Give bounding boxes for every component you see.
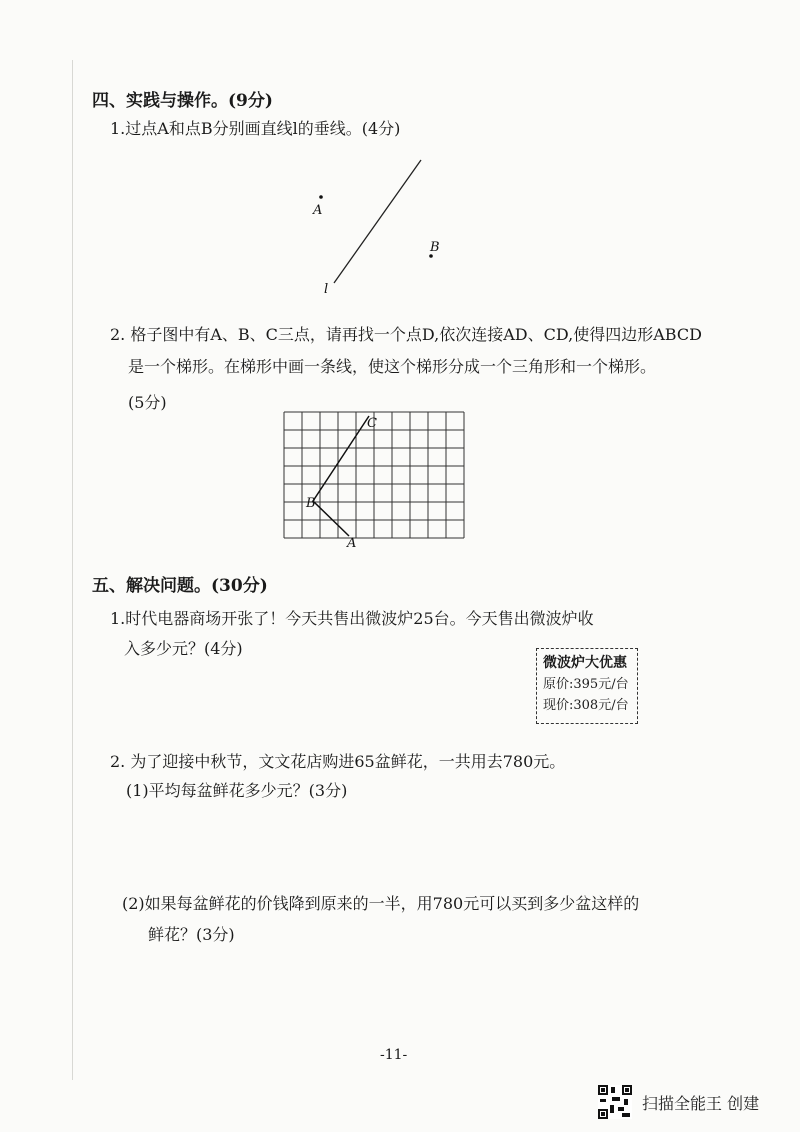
grid-label-a: A xyxy=(347,536,357,551)
problem-5-2-sub1: (1)平均每盆鲜花多少元？(3分) xyxy=(126,781,348,800)
problem-5-2: 2. 为了迎接中秋节，文文花店购进65盆鲜花，一共用去780元。 xyxy=(110,752,566,771)
section-5-title: 五、解决问题。(30分) xyxy=(92,576,268,596)
problem-5-2-sub2-line2: 鲜花？(3分) xyxy=(148,925,235,944)
question-4-2-line2: 是一个梯形。在梯形中画一条线，使这个梯形分成一个三角形和一个梯形。 xyxy=(128,357,657,376)
segment-cba xyxy=(313,416,369,536)
price-card-title: 微波炉大优惠 xyxy=(543,655,627,671)
point-a xyxy=(319,195,323,199)
price-card-now: 现价:308元/台 xyxy=(543,698,629,713)
problem-5-2-sub2-line1: (2)如果每盆鲜花的价钱降到原来的一半，用780元可以买到多少盆这样的 xyxy=(122,894,640,913)
price-card xyxy=(536,648,638,724)
grid-label-b: B xyxy=(306,496,316,511)
trapezoid-grid xyxy=(282,410,472,552)
line-l xyxy=(334,160,421,283)
section-4-title: 四、实践与操作。(9分) xyxy=(92,91,273,111)
footer-text: 扫描全能王 创建 xyxy=(642,1093,760,1113)
qr-code-icon xyxy=(598,1085,632,1119)
scan-edge xyxy=(72,60,73,1080)
perpendicular-figure xyxy=(300,150,460,300)
label-a: A xyxy=(313,203,323,218)
scanner-footer xyxy=(598,1084,759,1120)
question-4-2-line1: 2. 格子图中有A、B、C三点，请再找一个点D,依次连接AD、CD,使得四边形ABCD xyxy=(110,325,702,344)
page-number: -11- xyxy=(380,1047,408,1063)
question-4-2-line3: (5分) xyxy=(128,393,167,412)
problem-5-1-line1: 1.时代电器商场开张了！今天共售出微波炉25台。今天售出微波炉收 xyxy=(110,609,594,628)
label-l: l xyxy=(324,282,329,297)
question-4-1: 1.过点A和点B分别画直线l的垂线。(4分) xyxy=(110,119,401,138)
label-b: B xyxy=(430,240,440,255)
problem-5-1-line2: 入多少元？(4分) xyxy=(124,639,243,658)
price-card-original: 原价:395元/台 xyxy=(543,677,629,692)
grid-label-c: C xyxy=(367,416,377,431)
